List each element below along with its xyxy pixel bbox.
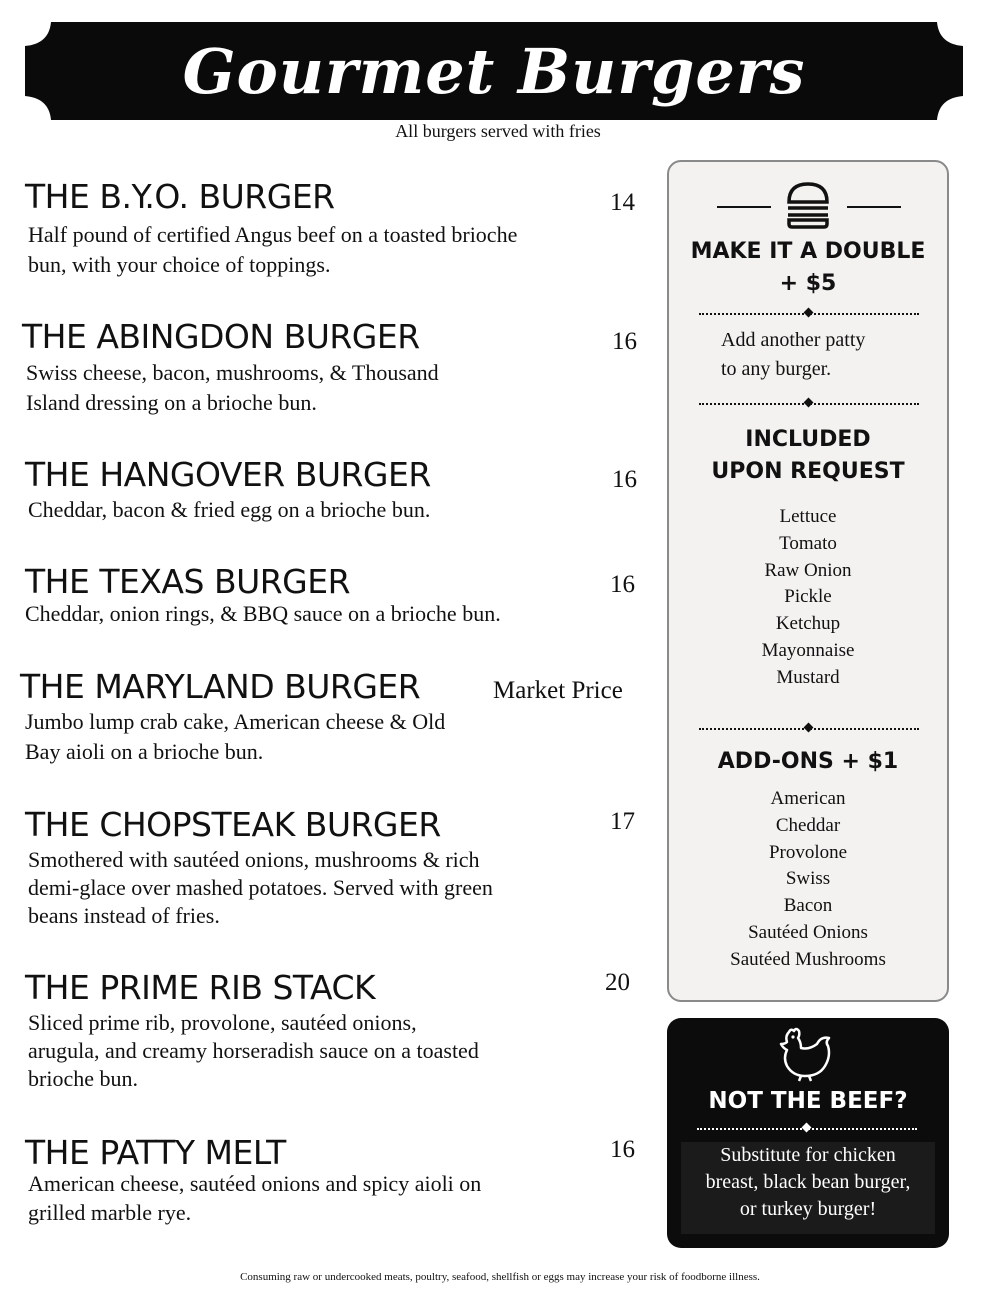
menu-item-price: 14 — [610, 189, 635, 216]
list-item: Pickle — [784, 586, 832, 608]
list-item: Provolone — [768, 841, 848, 863]
burger-divider — [669, 178, 947, 234]
menu-item-description: Cheddar, onion rings, & BBQ sauce on a brioche bun. — [25, 601, 501, 626]
menu-item-price: 16 — [612, 466, 637, 493]
substitute-line: Substitute for chicken — [720, 1144, 896, 1166]
dotted-divider — [699, 724, 919, 734]
double-text: Add another patty — [721, 329, 866, 351]
footer-disclaimer: Consuming raw or undercooked meats, poultry, seafood, shellfish or eggs may increase your risk of foodborne illness. — [240, 1271, 760, 1283]
dotted-divider — [699, 399, 919, 409]
list-item: Mustard — [776, 666, 840, 688]
list-item: American — [770, 788, 846, 809]
list-item: Tomato — [779, 532, 837, 554]
menu-item-description: Cheddar, bacon & fried egg on a brioche bun. — [28, 497, 431, 522]
list-item: Ketchup — [775, 613, 841, 635]
addons-heading: ADD-ONS + $1 — [717, 749, 899, 774]
list-item: Cheddar — [775, 814, 841, 836]
list-item: Lettuce — [779, 506, 837, 527]
menu-item-description: Swiss cheese, bacon, mushrooms, & Thousand Island dressing on a brioche bun. — [26, 360, 439, 415]
substitute-line: or turkey burger! — [739, 1198, 877, 1220]
dotted-divider — [699, 309, 919, 319]
substitute-text — [681, 1142, 935, 1223]
list-item: Swiss — [785, 868, 831, 890]
menu-item-name: THE HANGOVER BURGER — [25, 455, 431, 494]
menu-item-price: 16 — [610, 1136, 635, 1163]
menu-item-price: Market Price — [493, 677, 623, 704]
chicken-icon — [775, 1026, 835, 1082]
menu-item-price: 17 — [610, 808, 635, 835]
list-item: Bacon — [783, 895, 833, 917]
menu-item-description: American cheese, sautéed onions and spicy aioli on grilled marble rye. — [28, 1171, 482, 1225]
menu-item-price: 20 — [605, 969, 630, 996]
menu-item-price: 16 — [610, 571, 635, 598]
addons-list — [669, 786, 947, 974]
included-list — [669, 504, 947, 692]
menu-item-name: THE B.Y.O. BURGER — [25, 177, 335, 216]
menu-item-name: THE CHOPSTEAK BURGER — [25, 805, 441, 844]
menu-item-name: THE PATTY MELT — [25, 1133, 286, 1172]
menu-item-description: Smothered with sautéed onions, mushrooms & rich demi-glace over mashed potatoes. Served with green beans instead of fries. — [28, 847, 493, 928]
menu-item-description: Sliced prime rib, provolone, sautéed onions, arugula, and creamy horseradish sauce on a toasted brioche bun. — [28, 1010, 479, 1091]
dotted-divider — [697, 1124, 917, 1134]
page-title: Gourmet Burgers — [182, 34, 806, 108]
not-the-beef-panel — [667, 1018, 949, 1248]
list-item: Mayonnaise — [761, 639, 855, 661]
menu-item-name: THE MARYLAND BURGER — [20, 667, 421, 706]
list-item: Sautéed Onions — [748, 921, 868, 943]
beef-heading: NOT THE BEEF? — [708, 1088, 908, 1114]
menu-item-name: THE PRIME RIB STACK — [25, 968, 376, 1007]
divider-line — [847, 206, 901, 208]
menu-item-price: 16 — [612, 328, 637, 355]
menu-item-name: THE ABINGDON BURGER — [22, 317, 420, 356]
divider-line — [717, 206, 771, 208]
menu-item-description: Half pound of certified Angus beef on a toasted brioche bun, with your choice of toppings. — [28, 222, 518, 277]
double-price: + $5 — [779, 271, 837, 296]
double-heading: MAKE IT A DOUBLE — [690, 239, 926, 264]
list-item: Sautéed Mushrooms — [730, 948, 886, 970]
double-text: to any burger. — [721, 358, 832, 380]
menu-item-description: Jumbo lump crab cake, American cheese & Old Bay aioli on a brioche bun. — [25, 709, 446, 764]
included-heading: UPON REQUEST — [711, 459, 905, 484]
burger-icon — [783, 180, 833, 230]
list-item: Raw Onion — [764, 559, 852, 581]
menu-item-name: THE TEXAS BURGER — [25, 562, 351, 601]
included-heading: INCLUDED — [745, 427, 871, 452]
title-banner — [25, 22, 963, 120]
page-subtitle: All burgers served with fries — [395, 121, 601, 141]
substitute-line: breast, black bean burger, — [705, 1171, 911, 1193]
sidebar-panel — [667, 160, 949, 1002]
substitute-panel — [681, 1142, 935, 1234]
